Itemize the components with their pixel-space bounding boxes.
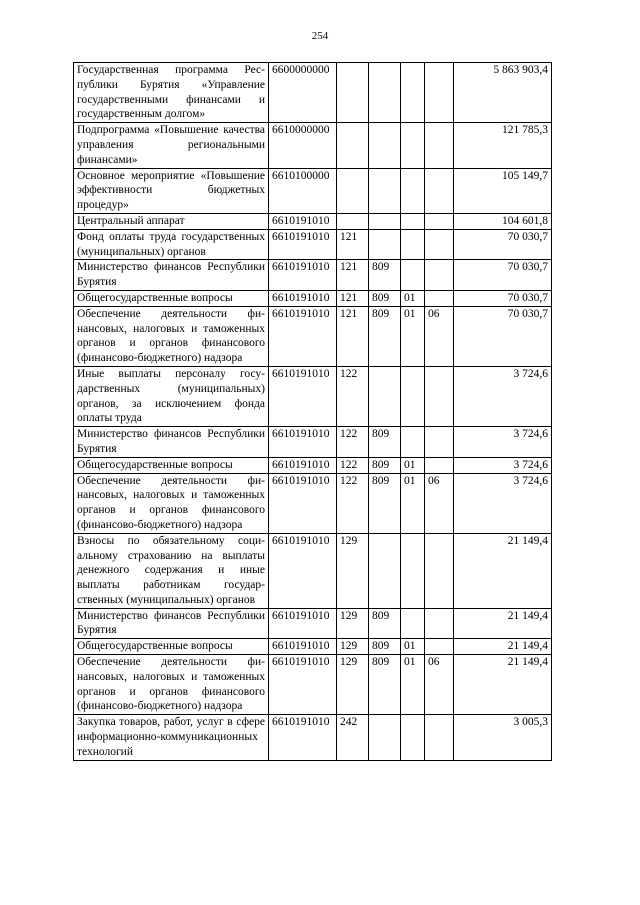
row-administrator bbox=[369, 229, 401, 260]
row-subsection bbox=[425, 608, 454, 639]
row-section bbox=[401, 366, 425, 426]
budget-table bbox=[73, 62, 552, 761]
row-section bbox=[401, 213, 425, 229]
row-administrator bbox=[369, 123, 401, 168]
row-name: Министерство финансов Республики Бурятия bbox=[74, 427, 269, 458]
row-name: Общегосударственные вопросы bbox=[74, 290, 269, 306]
row-amount: 70 030,7 bbox=[454, 229, 552, 260]
table-row bbox=[74, 639, 552, 655]
row-subsection bbox=[425, 63, 454, 123]
row-section bbox=[401, 608, 425, 639]
row-subsection bbox=[425, 715, 454, 760]
row-section bbox=[401, 123, 425, 168]
row-subsection bbox=[425, 639, 454, 655]
row-expense-type: 121 bbox=[337, 306, 369, 366]
row-administrator: 809 bbox=[369, 260, 401, 291]
row-amount: 5 863 903,4 bbox=[454, 63, 552, 123]
row-administrator bbox=[369, 533, 401, 608]
row-section bbox=[401, 260, 425, 291]
row-section bbox=[401, 427, 425, 458]
row-subsection bbox=[425, 168, 454, 213]
row-expense-type: 129 bbox=[337, 655, 369, 715]
row-subsection bbox=[425, 533, 454, 608]
row-expense-type: 121 bbox=[337, 290, 369, 306]
row-administrator: 809 bbox=[369, 427, 401, 458]
table-row bbox=[74, 290, 552, 306]
row-amount: 21 149,4 bbox=[454, 639, 552, 655]
row-name: Взносы по обязательному социальному страхованию на выплаты денежного содержания и иные выплаты работникам государственных (муниципальных) органов bbox=[74, 533, 269, 608]
row-section: 01 bbox=[401, 290, 425, 306]
row-administrator bbox=[369, 366, 401, 426]
row-amount: 3 724,6 bbox=[454, 473, 552, 533]
row-target-article: 6610191010 bbox=[269, 533, 337, 608]
row-name: Обеспечение деятельности финансовых, налоговых и таможенных органов и органов финансового (финансово-бюджетного) надзора bbox=[74, 655, 269, 715]
row-amount: 3 005,3 bbox=[454, 715, 552, 760]
row-name: Основное мероприятие «Повышение эффективности бюджетных процедур» bbox=[74, 168, 269, 213]
row-administrator: 809 bbox=[369, 306, 401, 366]
row-target-article: 6610191010 bbox=[269, 655, 337, 715]
table-row bbox=[74, 306, 552, 366]
row-name: Обеспечение деятельности финансовых, налоговых и таможенных органов и органов финансового (финансово-бюджетного) надзора bbox=[74, 473, 269, 533]
row-name: Иные выплаты персоналу государственных (муниципальных) органов, за исключением фонда оплаты труда bbox=[74, 366, 269, 426]
row-section: 01 bbox=[401, 655, 425, 715]
row-expense-type: 122 bbox=[337, 366, 369, 426]
row-administrator: 809 bbox=[369, 290, 401, 306]
table-row bbox=[74, 366, 552, 426]
row-subsection: 06 bbox=[425, 473, 454, 533]
row-administrator: 809 bbox=[369, 655, 401, 715]
table-row bbox=[74, 473, 552, 533]
row-section bbox=[401, 229, 425, 260]
row-name: Общегосударственные вопросы bbox=[74, 639, 269, 655]
row-section bbox=[401, 715, 425, 760]
row-section: 01 bbox=[401, 639, 425, 655]
row-target-article: 6610191010 bbox=[269, 715, 337, 760]
row-name: Закупка товаров, работ, услуг в сфере информационно-коммуникационных технологий bbox=[74, 715, 269, 760]
row-expense-type bbox=[337, 168, 369, 213]
row-subsection bbox=[425, 260, 454, 291]
row-amount: 3 724,6 bbox=[454, 457, 552, 473]
row-section: 01 bbox=[401, 473, 425, 533]
row-amount: 3 724,6 bbox=[454, 366, 552, 426]
row-amount: 21 149,4 bbox=[454, 608, 552, 639]
row-name: Общегосударственные вопросы bbox=[74, 457, 269, 473]
row-name: Министерство финансов Республики Бурятия bbox=[74, 608, 269, 639]
row-amount: 21 149,4 bbox=[454, 533, 552, 608]
table-row bbox=[74, 715, 552, 760]
row-section bbox=[401, 533, 425, 608]
row-expense-type: 129 bbox=[337, 639, 369, 655]
row-subsection bbox=[425, 213, 454, 229]
row-subsection bbox=[425, 366, 454, 426]
table-row bbox=[74, 427, 552, 458]
row-target-article: 6610191010 bbox=[269, 290, 337, 306]
row-amount: 104 601,8 bbox=[454, 213, 552, 229]
row-expense-type: 121 bbox=[337, 260, 369, 291]
row-expense-type: 122 bbox=[337, 427, 369, 458]
row-section: 01 bbox=[401, 457, 425, 473]
row-amount: 70 030,7 bbox=[454, 290, 552, 306]
row-expense-type: 129 bbox=[337, 533, 369, 608]
row-section: 01 bbox=[401, 306, 425, 366]
row-target-article: 6610191010 bbox=[269, 457, 337, 473]
row-target-article: 6610191010 bbox=[269, 639, 337, 655]
row-administrator: 809 bbox=[369, 608, 401, 639]
table-row bbox=[74, 168, 552, 213]
row-administrator: 809 bbox=[369, 473, 401, 533]
row-amount: 70 030,7 bbox=[454, 306, 552, 366]
row-target-article: 6610191010 bbox=[269, 229, 337, 260]
row-name: Центральный аппарат bbox=[74, 213, 269, 229]
row-administrator bbox=[369, 168, 401, 213]
row-target-article: 6610191010 bbox=[269, 306, 337, 366]
row-amount: 3 724,6 bbox=[454, 427, 552, 458]
row-amount: 70 030,7 bbox=[454, 260, 552, 291]
row-administrator: 809 bbox=[369, 639, 401, 655]
row-target-article: 6610191010 bbox=[269, 608, 337, 639]
row-subsection bbox=[425, 457, 454, 473]
row-expense-type bbox=[337, 63, 369, 123]
table-row bbox=[74, 229, 552, 260]
row-expense-type: 242 bbox=[337, 715, 369, 760]
row-target-article: 6610191010 bbox=[269, 473, 337, 533]
row-target-article: 6610000000 bbox=[269, 123, 337, 168]
row-amount: 121 785,3 bbox=[454, 123, 552, 168]
row-expense-type: 121 bbox=[337, 229, 369, 260]
row-subsection bbox=[425, 427, 454, 458]
row-expense-type: 129 bbox=[337, 608, 369, 639]
budget-table-body bbox=[74, 63, 552, 761]
row-expense-type bbox=[337, 213, 369, 229]
row-target-article: 6610191010 bbox=[269, 427, 337, 458]
table-row bbox=[74, 63, 552, 123]
row-subsection bbox=[425, 123, 454, 168]
row-administrator bbox=[369, 715, 401, 760]
row-subsection: 06 bbox=[425, 306, 454, 366]
row-name: Министерство финансов Республики Бурятия bbox=[74, 260, 269, 291]
table-row bbox=[74, 608, 552, 639]
row-administrator bbox=[369, 213, 401, 229]
row-name: Государственная программа Республики Бурятия «Управление государственными финансами и государственным долгом» bbox=[74, 63, 269, 123]
table-row bbox=[74, 123, 552, 168]
table-row bbox=[74, 655, 552, 715]
row-name: Обеспечение деятельности финансовых, налоговых и таможенных органов и органов финансового (финансово-бюджетного) надзора bbox=[74, 306, 269, 366]
row-section bbox=[401, 168, 425, 213]
row-target-article: 6610100000 bbox=[269, 168, 337, 213]
row-administrator bbox=[369, 63, 401, 123]
table-row bbox=[74, 260, 552, 291]
row-administrator: 809 bbox=[369, 457, 401, 473]
row-subsection: 06 bbox=[425, 655, 454, 715]
page-number: 254 bbox=[311, 30, 329, 42]
row-name: Фонд оплаты труда государственных (муниципальных) органов bbox=[74, 229, 269, 260]
row-target-article: 6600000000 bbox=[269, 63, 337, 123]
table-row bbox=[74, 457, 552, 473]
row-target-article: 6610191010 bbox=[269, 260, 337, 291]
row-name: Подпрограмма «Повышение качества управления региональными финансами» bbox=[74, 123, 269, 168]
row-subsection bbox=[425, 290, 454, 306]
row-section bbox=[401, 63, 425, 123]
row-expense-type: 122 bbox=[337, 473, 369, 533]
row-target-article: 6610191010 bbox=[269, 213, 337, 229]
table-row bbox=[74, 533, 552, 608]
table-row bbox=[74, 213, 552, 229]
row-target-article: 6610191010 bbox=[269, 366, 337, 426]
row-expense-type bbox=[337, 123, 369, 168]
row-expense-type: 122 bbox=[337, 457, 369, 473]
row-subsection bbox=[425, 229, 454, 260]
row-amount: 21 149,4 bbox=[454, 655, 552, 715]
row-amount: 105 149,7 bbox=[454, 168, 552, 213]
